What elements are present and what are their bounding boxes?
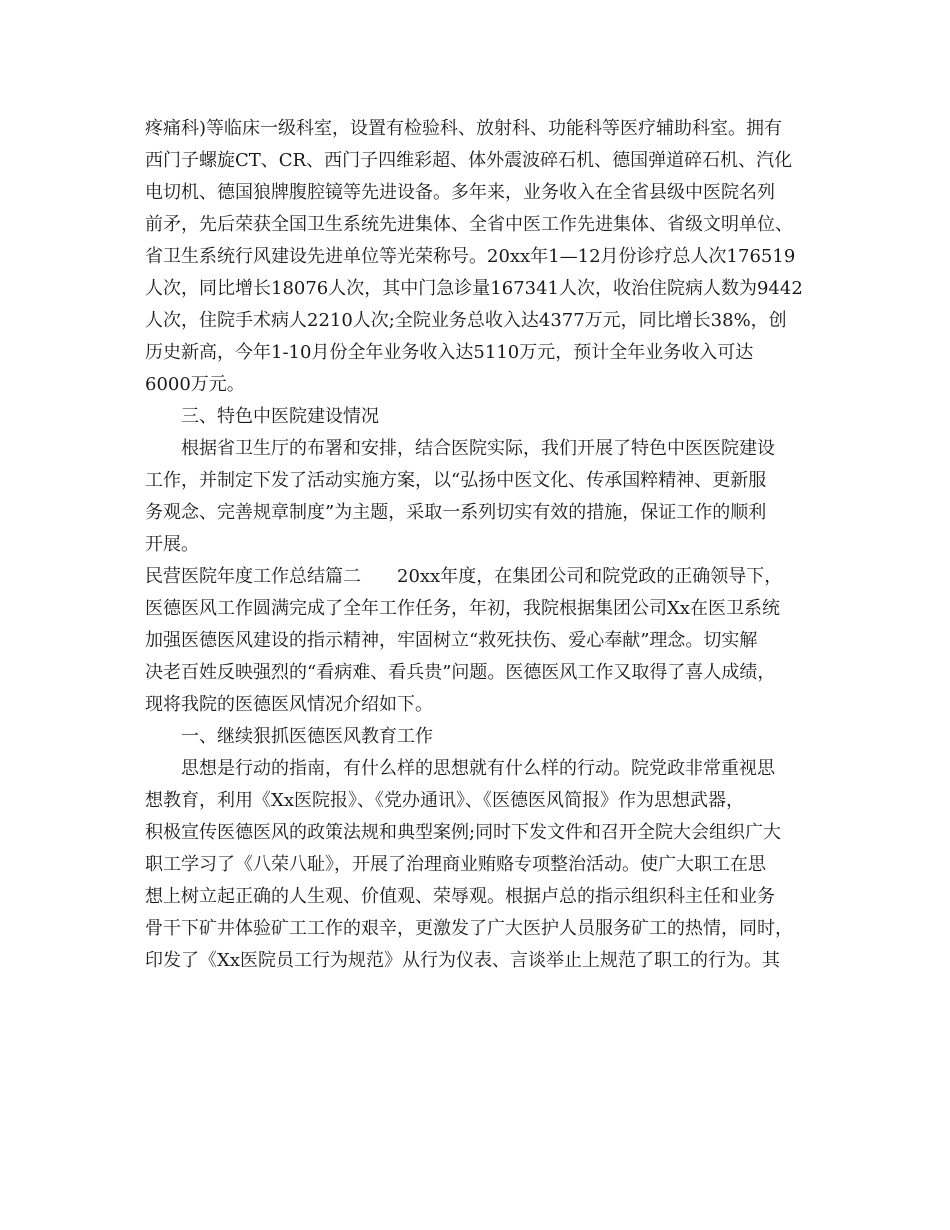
text-line: 6000万元。 xyxy=(145,374,245,395)
text-line: 印发了《Xx医院员工行为规范》从行为仪表、言谈举止上规范了职工的行为。其 xyxy=(145,950,780,971)
text-line: 思想是行动的指南，有什么样的思想就有什么样的行动。院党政非常重视思 xyxy=(181,758,775,779)
text-line: 医德医风工作圆满完成了全年工作任务，年初，我院根据集团公司Xx在医卫系统 xyxy=(145,598,780,619)
text-line: 电切机、德国狼牌腹腔镜等先进设备。多年来，业务收入在全省县级中医院名列 xyxy=(145,182,775,203)
text-line: 省卫生系统行风建设先进单位等光荣称号。20xx年1—12月份诊疗总人次176519 xyxy=(145,246,796,267)
document-body xyxy=(145,113,805,977)
text-line: 决老百姓反映强烈的“看病难、看兵贵”问题。医德医风工作又取得了喜人成绩， xyxy=(145,662,776,683)
text-line: 现将我院的医德医风情况介绍如下。 xyxy=(145,694,433,715)
text-line: 骨干下矿井体验矿工工作的艰辛，更激发了广大医护人员服务矿工的热情，同时， xyxy=(145,918,793,939)
text-line: 人次，同比增长18076人次，其中门急诊量167341人次，收治住院病人数为9442 xyxy=(145,278,803,299)
text-line: 工作，并制定下发了活动实施方案，以“弘扬中医文化、传承国粹精神、更新服 xyxy=(145,470,767,491)
text-line: 想教育，利用《Xx医院报》、《党办通讯》、《医德医风简报》作为思想武器， xyxy=(145,790,744,811)
text-line: 想上树立起正确的人生观、价值观、荣辱观。根据卢总的指示组织科主任和业务 xyxy=(145,886,775,907)
text-line: 西门子螺旋CT、CR、西门子四维彩超、体外震波碎石机、德国弹道碎石机、汽化 xyxy=(145,150,793,171)
text-line: 职工学习了《八荣八耻》，开展了治理商业贿赂专项整治活动。使广大职工在思 xyxy=(145,854,766,875)
text-line: 一、继续狠抓医德医风教育工作 xyxy=(181,726,433,747)
text-line: 疼痛科)等临床一级科室，设置有检验科、放射科、功能科等医疗辅助科室。拥有 xyxy=(145,118,783,139)
text-line: 务观念、完善规章制度”为主题，采取一系列切实有效的措施，保证工作的顺利 xyxy=(145,502,767,523)
text-line: 积极宣传医德医风的政策法规和典型案例;同时下发文件和召开全院大会组织广大 xyxy=(145,822,782,843)
text-line: 加强医德医风建设的指示精神，牢固树立“救死扶伤、爱心奉献”理念。切实解 xyxy=(145,630,758,651)
text-line: 根据省卫生厅的布署和安排，结合医院实际，我们开展了特色中医医院建设 xyxy=(181,438,775,459)
text-line: 三、特色中医院建设情况 xyxy=(181,406,379,427)
text-line: 开展。 xyxy=(145,534,199,555)
text-line: 人次，住院手术病人2210人次;全院业务总收入达4377万元，同比增长38%，创 xyxy=(145,310,787,331)
text-line: 民营医院年度工作总结篇二 20xx年度，在集团公司和院党政的正确领导下， xyxy=(145,566,783,587)
text-line: 前矛，先后荣获全国卫生系统先进集体、全省中医工作先进集体、省级文明单位、 xyxy=(145,214,793,235)
text-line: 历史新高，今年1-10月份全年业务收入达5110万元，预计全年业务收入可达 xyxy=(145,342,754,363)
